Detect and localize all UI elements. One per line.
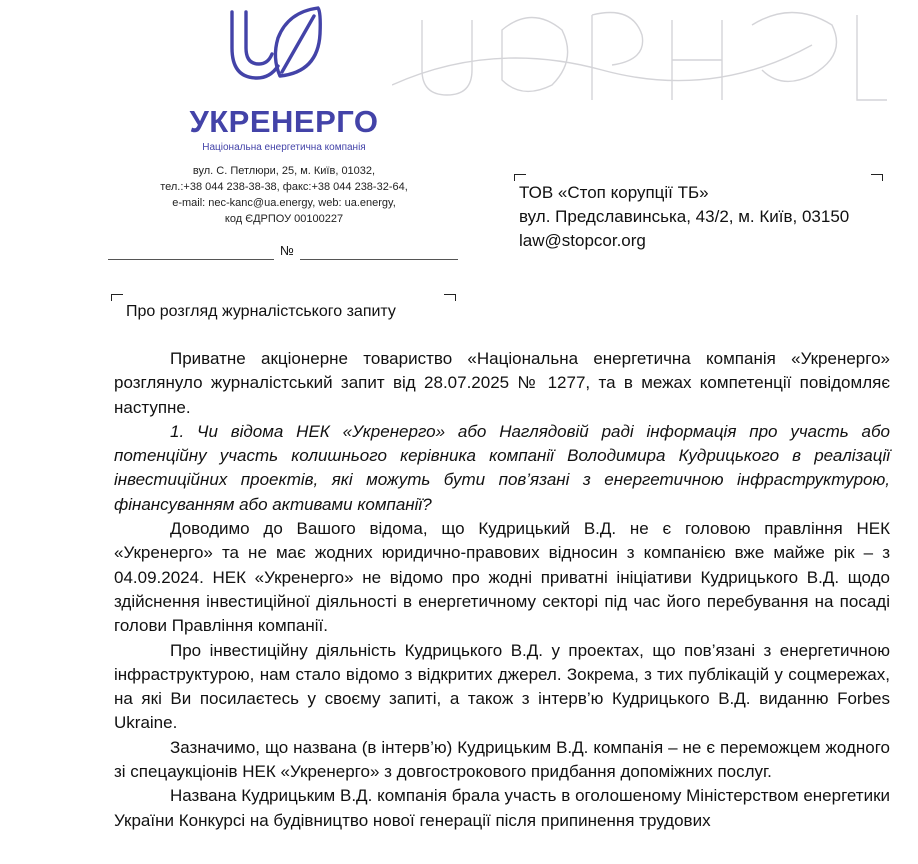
recipient-corner-right bbox=[871, 174, 883, 181]
paragraph-intro: Приватне акціонерне товариство «Національна енергетична компанія «Укренерго» розглянуло журналістський запит від 28.07.2025 № 1277, та в межах компетенції повідомляє наступне. bbox=[114, 349, 890, 417]
paragraph-answer-3: Зазначимо, що названа (в інтерв’ю) Кудрицьким В.Д. компанія – не є переможцем жодного зі спецаукціонів НЕК «Укренерго» з довгострокового придбання допоміжних послуг. bbox=[114, 737, 890, 782]
brand-tagline: Національна енергетична компанія bbox=[202, 142, 366, 153]
recipient-address: вул. Предславинська, 43/2, м. Київ, 03150 bbox=[519, 207, 850, 226]
company-edrpou: код ЄДРПОУ 00100227 bbox=[224, 213, 344, 225]
registration-number-sign: № bbox=[280, 243, 294, 258]
letter-subject: Про розгляд журналістського запиту bbox=[126, 303, 396, 320]
letter-body bbox=[114, 347, 890, 833]
company-phone: тел.:+38 044 238-38-38, факс:+38 044 238-32-64, bbox=[160, 181, 408, 193]
company-email: e-mail: nec-kanc@ua.energy, web: ua.energy, bbox=[172, 197, 396, 209]
paragraph-answer-1: Доводимо до Вашого відома, що Кудрицький В.Д. не є головою правління НЕК «Укренерго» та не має жодних юридично-правових відносин з компанією вже майже рік – з 04.09.2024. НЕК «Укренерго» не відомо про жодні приватні ініціативи Кудрицького В.Д. щодо здійснення інвестиційної діяльності в енергетичному секторі під час його перебування на посаді голови Правління компанії. bbox=[114, 519, 890, 636]
subject-corner-left bbox=[111, 294, 123, 301]
registration-number-line bbox=[300, 259, 458, 260]
company-address: вул. С. Петлюри, 25, м. Київ, 01032, bbox=[192, 165, 376, 177]
subject-corner-right bbox=[444, 294, 456, 301]
recipient-corner-left bbox=[514, 174, 526, 181]
paragraph-answer-2: Про інвестиційну діяльність Кудрицького В.Д. у проектах, що пов’язані з енергетичною інфраструктурою, нам стало відомо з відкритих джерел. Зокрема, з тих публікацій у соцмережах, на які Ви посилаєтесь у своєму запиті, а також з інтерв’ю Кудрицького В.Д. виданню Forbes Ukraine. bbox=[114, 640, 890, 733]
ukrenergo-logo-icon bbox=[222, 6, 326, 82]
registration-date-line bbox=[108, 259, 274, 260]
recipient-name: ТОВ «Стоп корупції ТБ» bbox=[519, 183, 709, 202]
watermark-graphic bbox=[392, 0, 892, 110]
brand-name: УКРЕНЕРГО bbox=[189, 104, 379, 139]
question-1: 1. Чи відома НЕК «Укренерго» або Наглядовій раді інформація про участь або потенційну участь колишнього керівника компанії Володимира Кудрицького в реалізації інвестиційних проектів, які можуть бути пов’язані з енергетичною інфраструктурою, фінансуванням або активами компанії? bbox=[114, 421, 890, 514]
paragraph-answer-4: Названа Кудрицьким В.Д. компанія брала участь в оголошеному Міністерством енергетики України Конкурсі на будівництво нової генерації після припинення трудових bbox=[114, 786, 890, 830]
recipient-email: law@stopcor.org bbox=[519, 231, 646, 250]
